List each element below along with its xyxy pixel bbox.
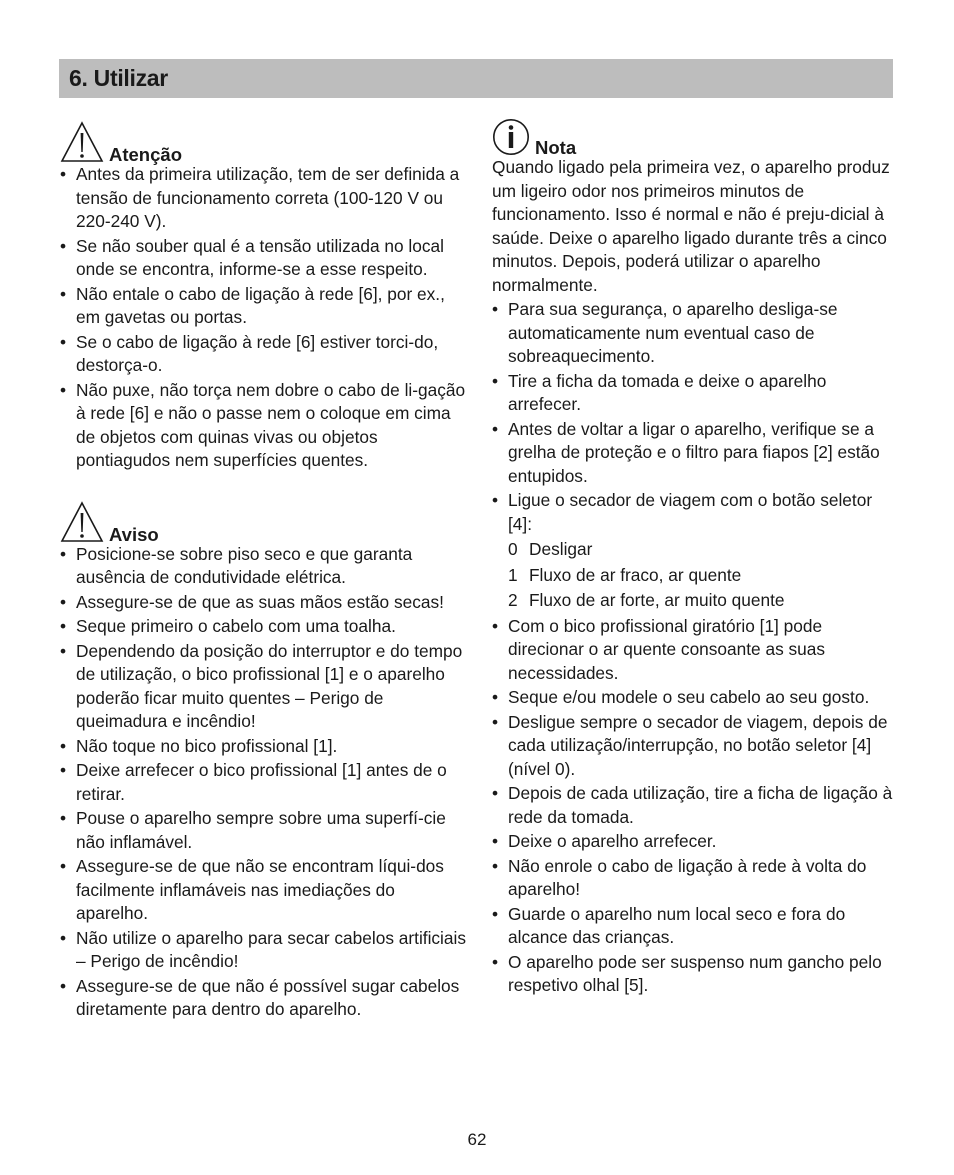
selector-option (508, 564, 900, 588)
option-number: 1 (508, 564, 518, 585)
list-item: • Não enrole o cabo de ligação à rede à volta do aparelho! (492, 855, 900, 902)
page-number: 62 (467, 1130, 487, 1149)
list-item: • Se o cabo de ligação à rede [6] estiver torci-do, destorça-o. (60, 331, 470, 378)
nota-intro: Quando ligado pela primeira vez, o aparelho produz um ligeiro odor nos primeiros minutos de funcionamento. Isso é normal e não é preju-dicial à saúde. Deixe o aparelho ligado durante três a cinco minutos. Depois, poderá utilizar o aparelho normalmente. (492, 157, 890, 295)
selector-options (508, 538, 900, 613)
list-item: • Deixe arrefecer o bico profissional [1] antes de o retirar. (60, 759, 470, 806)
nota-title: Nota (535, 137, 577, 158)
list-item: • Deixe o aparelho arrefecer. (492, 830, 900, 854)
list-item: • Não toque no bico profissional [1]. (60, 735, 470, 759)
nota-list-continued (492, 615, 900, 998)
aviso-title: Aviso (109, 523, 159, 545)
aviso-heading (60, 498, 470, 543)
atencao-heading (60, 118, 470, 163)
list-item: • Depois de cada utilização, tire a ficha de ligação à rede da tomada. (492, 782, 900, 829)
list-item: • Se não souber qual é a tensão utilizada no local onde se encontra, informe-se a esse respeito. (60, 235, 470, 282)
list-item: • Dependendo da posição do interruptor e do tempo de utilização, o bico profissional [1] e o aparelho poderão ficar muito quentes – Perigo de queimadura e incêndio! (60, 640, 470, 734)
list-item: • Antes de voltar a ligar o aparelho, verifique se a grelha de proteção e o filtro para fiapos [2] estão entupidos. (492, 418, 900, 489)
nota-heading (492, 118, 900, 156)
right-column (492, 118, 900, 999)
list-item: • Assegure-se de que as suas mãos estão secas! (60, 591, 470, 615)
list-item: • Seque e/ou modele o seu cabelo ao seu gosto. (492, 686, 900, 710)
atencao-title: Atenção (109, 144, 182, 165)
list-item: • Ligue o secador de viagem com o botão seletor [4]: (492, 489, 900, 536)
list-item: • Pouse o aparelho sempre sobre uma superfí-cie não inflamável. (60, 807, 470, 854)
list-item: • Antes da primeira utilização, tem de ser definida a tensão de funcionamento correta (100-120 V ou 220-240 V). (60, 163, 470, 234)
left-column (60, 118, 470, 1023)
option-text: Fluxo de ar forte, ar muito quente (529, 590, 785, 610)
info-icon (492, 118, 530, 156)
section-title: 6. Utilizar (69, 65, 168, 91)
list-item: • Para sua segurança, o aparelho desliga-se automaticamente num eventual caso de sobreaquecimento. (492, 298, 900, 369)
list-item: • Desligue sempre o secador de viagem, depois de cada utilização/interrupção, no botão seletor [4] (nível 0). (492, 711, 900, 782)
list-item: • Não entale o cabo de ligação à rede [6], por ex., em gavetas ou portas. (60, 283, 470, 330)
list-item: • Guarde o aparelho num local seco e fora do alcance das crianças. (492, 903, 900, 950)
list-item: • Posicione-se sobre piso seco e que garanta ausência de condutividade elétrica. (60, 543, 470, 590)
option-text: Fluxo de ar fraco, ar quente (529, 564, 742, 585)
section-header (59, 59, 893, 98)
selector-option (508, 589, 900, 613)
selector-option (508, 538, 900, 562)
atencao-list (60, 163, 470, 473)
aviso-list (60, 543, 470, 1022)
nota-list (492, 298, 900, 536)
option-number: 2 (508, 590, 518, 610)
list-item: • Tire a ficha da tomada e deixe o aparelho arrefecer. (492, 370, 900, 417)
option-number: 0 (508, 539, 518, 559)
option-text: Desligar (529, 539, 593, 559)
list-item: • Não utilize o aparelho para secar cabelos artificiais – Perigo de incêndio! (60, 927, 470, 974)
list-item: • Não puxe, não torça nem dobre o cabo de li-gação à rede [6] e não o passe nem o coloque em cima de objetos com quinas vivas ou objetos pontiagudos nem superfícies quentes. (60, 379, 470, 473)
list-item: • Assegure-se de que não se encontram líqui-dos facilmente inflamáveis nas imediações do aparelho. (60, 855, 470, 926)
list-item: • Seque primeiro o cabelo com uma toalha. (60, 615, 470, 639)
list-item: • O aparelho pode ser suspenso num gancho pelo respetivo olhal [5]. (492, 951, 900, 998)
list-item: • Assegure-se de que não é possível sugar cabelos diretamente para dentro do aparelho. (60, 975, 470, 1022)
warning-triangle-icon (60, 121, 104, 163)
list-item: • Com o bico profissional giratório [1] pode direcionar o ar quente consoante as suas necessidades. (492, 615, 900, 686)
warning-triangle-icon (60, 501, 104, 543)
